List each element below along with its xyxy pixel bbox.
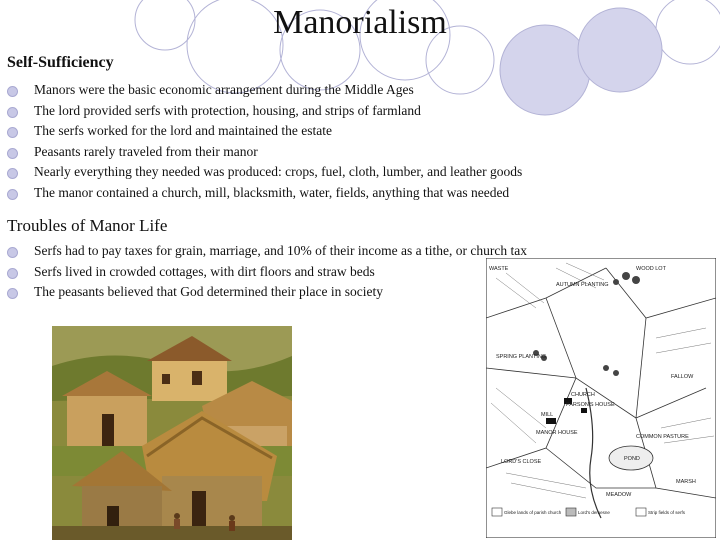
list-item-text: Peasants rarely traveled from their manor bbox=[34, 143, 258, 159]
bullet-dot-icon bbox=[7, 107, 18, 118]
list-item bbox=[7, 262, 527, 283]
list-item-text: Serfs lived in crowded cottages, with dirt floors and straw beds bbox=[34, 263, 375, 279]
bullet-dot-icon bbox=[7, 148, 18, 159]
bullet-dot-icon bbox=[7, 247, 18, 258]
section-heading-self-sufficiency: Self-Sufficiency bbox=[7, 54, 114, 71]
list-item-text: The manor contained a church, mill, blacksmith, water, fields, anything that was needed bbox=[34, 184, 510, 200]
list-item bbox=[7, 282, 527, 303]
map-legend-glebe: Glebe lands of parish church bbox=[504, 510, 562, 515]
list-item bbox=[7, 183, 522, 204]
map-legend-demesne: Lord's demesne bbox=[578, 510, 610, 515]
self-sufficiency-list bbox=[7, 80, 522, 203]
bullet-dot-icon bbox=[7, 127, 18, 138]
map-label-meadow: MEADOW bbox=[606, 492, 632, 498]
map-label-mill: MILL bbox=[541, 412, 554, 418]
map-label-parsons-house: PARSON'S HOUSE bbox=[566, 402, 615, 408]
map-label-spring-planting: SPRING PLANTING bbox=[496, 354, 547, 360]
map-label-pond: POND bbox=[624, 456, 640, 462]
bullet-dot-icon bbox=[7, 168, 18, 179]
list-item-text: Serfs had to pay taxes for grain, marriage, and 10% of their income as a tithe, or church tax bbox=[34, 243, 527, 258]
bullet-dot-icon bbox=[7, 86, 18, 97]
map-label-wood-lot: WOOD LOT bbox=[636, 266, 666, 272]
slide-title: Manorialism bbox=[273, 4, 447, 41]
troubles-list bbox=[7, 241, 527, 303]
map-label-common-pasture: COMMON PASTURE bbox=[636, 434, 689, 440]
list-item-text: The lord provided serfs with protection, housing, and strips of farmland bbox=[34, 102, 421, 118]
list-item bbox=[7, 121, 522, 142]
bullet-dot-icon bbox=[7, 189, 18, 200]
list-item bbox=[7, 101, 522, 122]
list-item bbox=[7, 142, 522, 163]
manor-map-diagram bbox=[486, 258, 716, 538]
bullet-dot-icon bbox=[7, 268, 18, 279]
map-label-manor-house: MANOR HOUSE bbox=[536, 430, 578, 436]
list-item-text: Manors were the basic economic arrangement during the Middle Ages bbox=[34, 82, 414, 97]
list-item bbox=[7, 241, 527, 262]
list-item-text: Nearly everything they needed was produced: crops, fuel, cloth, lumber, and leather goods bbox=[34, 164, 523, 179]
list-item bbox=[7, 162, 522, 183]
map-label-lords-close: LORD'S CLOSE bbox=[501, 459, 542, 465]
list-item bbox=[7, 80, 522, 101]
list-item-text: The serfs worked for the lord and maintained the estate bbox=[34, 123, 333, 138]
map-legend-strip: Strip fields of serfs bbox=[648, 510, 686, 515]
medieval-village-illustration bbox=[52, 326, 292, 540]
map-label-autumn-planting: AUTUMN PLANTING bbox=[556, 282, 609, 288]
section-heading-troubles: Troubles of Manor Life bbox=[7, 216, 168, 235]
map-label-fallow: FALLOW bbox=[671, 374, 694, 380]
map-label-marsh: MARSH bbox=[676, 479, 696, 485]
list-item-text: The peasants believed that God determined their place in society bbox=[34, 284, 383, 299]
map-label-waste: WASTE bbox=[489, 266, 509, 272]
map-label-church: CHURCH bbox=[571, 392, 595, 398]
bullet-dot-icon bbox=[7, 288, 18, 299]
